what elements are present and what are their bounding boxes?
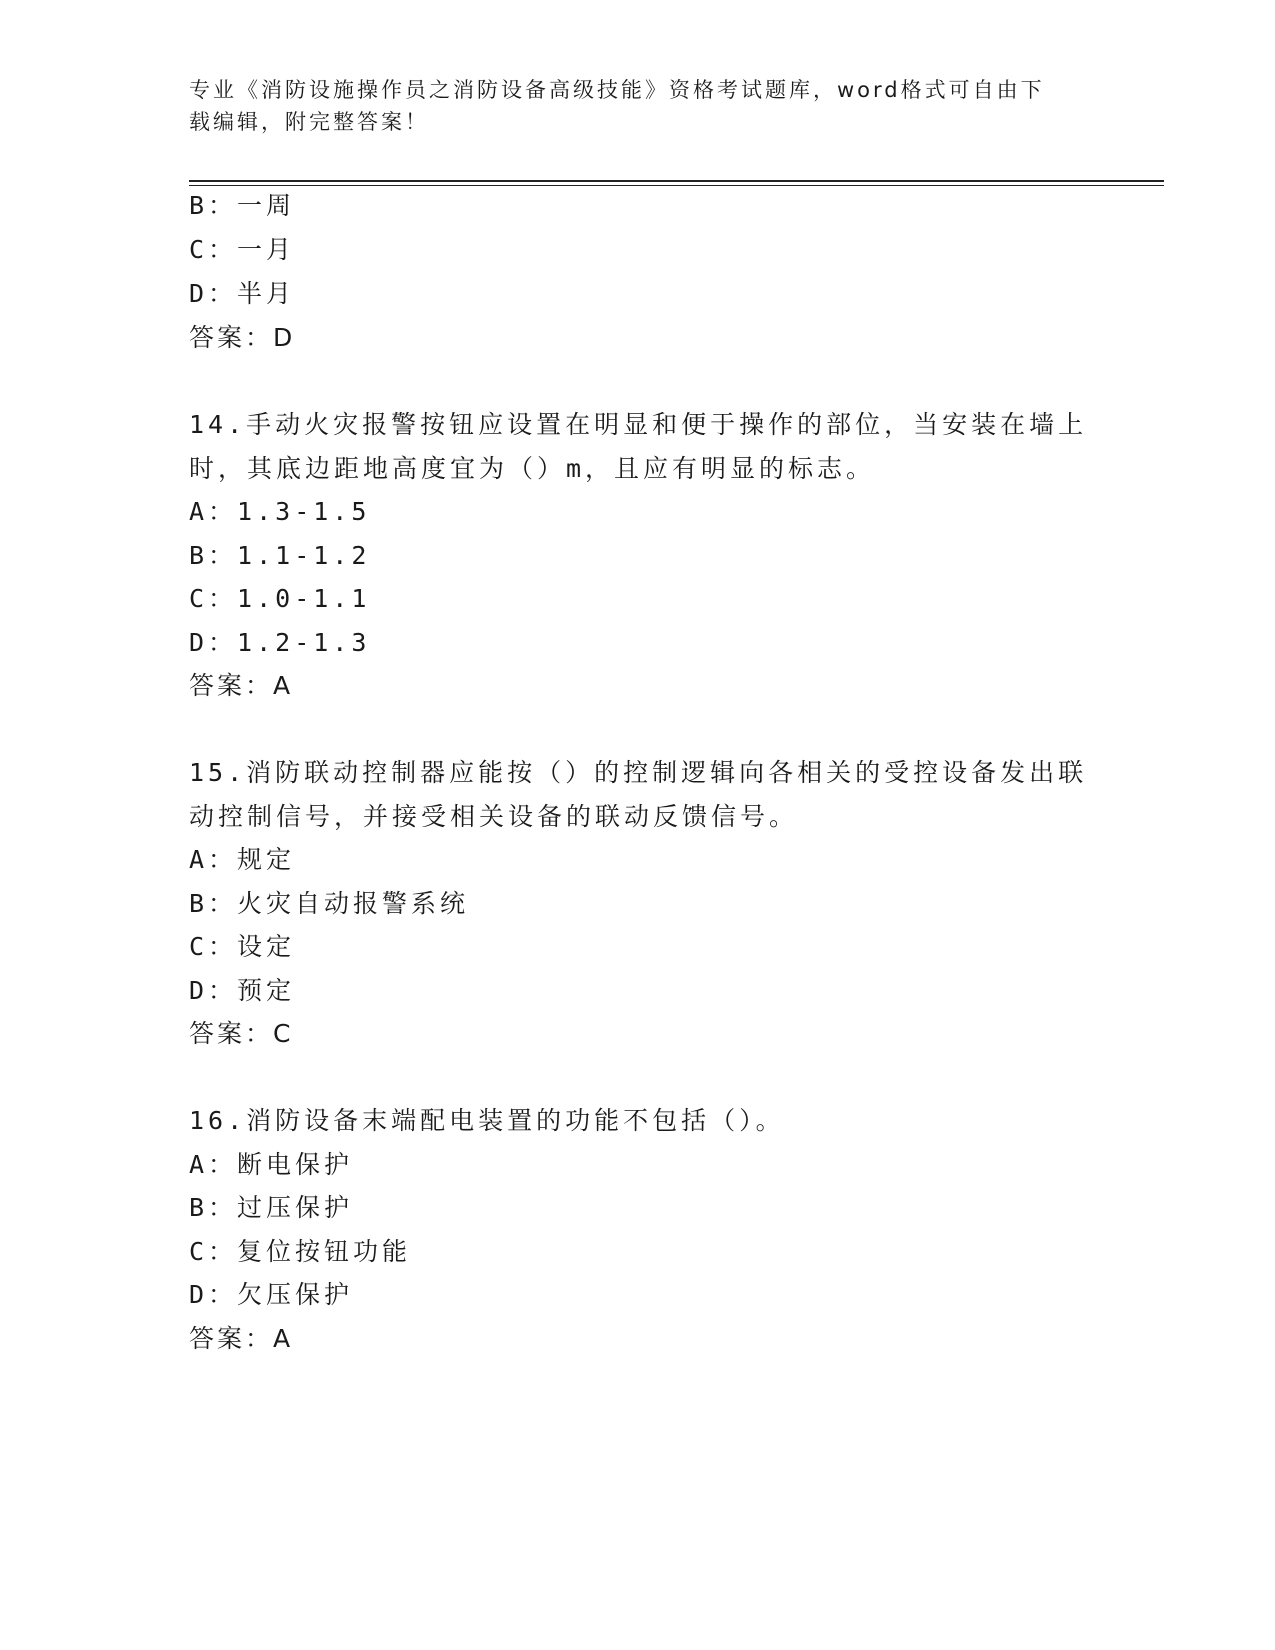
option-c: C：一月 (189, 235, 296, 264)
header-line-2: 载编辑，附完整答案！ (189, 110, 429, 134)
question-stem: 16.消防设备末端配电装置的功能不包括（）。 (189, 1106, 785, 1135)
header-line-1: 专业《消防设施操作员之消防设备高级技能》资格考试题库，word格式可自由下 (189, 78, 1045, 102)
option-a: A：规定 (189, 845, 296, 874)
header-divider-thin (189, 185, 1164, 186)
option-c: C：1.0-1.1 (189, 584, 371, 613)
option-a: A：1.3-1.5 (189, 497, 371, 526)
header-divider-thick (189, 180, 1164, 182)
option-d: D：半月 (189, 279, 296, 308)
answer: 答案：A (189, 671, 294, 700)
option-b: B：过压保护 (189, 1193, 354, 1222)
option-b: B：1.1-1.2 (189, 541, 371, 570)
document-header (189, 74, 1089, 138)
option-c: C：设定 (189, 932, 296, 961)
question-stem: 15.消防联动控制器应能按（）的控制逻辑向各相关的受控设备发出联 (189, 758, 1088, 787)
question-stem-continued: 时，其底边距地高度宜为（）m，且应有明显的标志。 (189, 454, 876, 483)
option-d: D：预定 (189, 976, 296, 1005)
answer: 答案：C (189, 1019, 294, 1048)
answer: 答案：A (189, 1324, 294, 1353)
option-c: C：复位按钮功能 (189, 1237, 412, 1266)
option-d: D：欠压保护 (189, 1280, 354, 1309)
option-a: A：断电保护 (189, 1150, 354, 1179)
option-b: B：一周 (189, 191, 296, 220)
option-b: B：火灾自动报警系统 (189, 889, 470, 918)
answer: 答案：D (189, 323, 296, 352)
question-stem: 14.手动火灾报警按钮应设置在明显和便于操作的部位，当安装在墙上 (189, 410, 1088, 439)
question-stem-continued: 动控制信号，并接受相关设备的联动反馈信号。 (189, 802, 799, 831)
option-d: D：1.2-1.3 (189, 628, 371, 657)
